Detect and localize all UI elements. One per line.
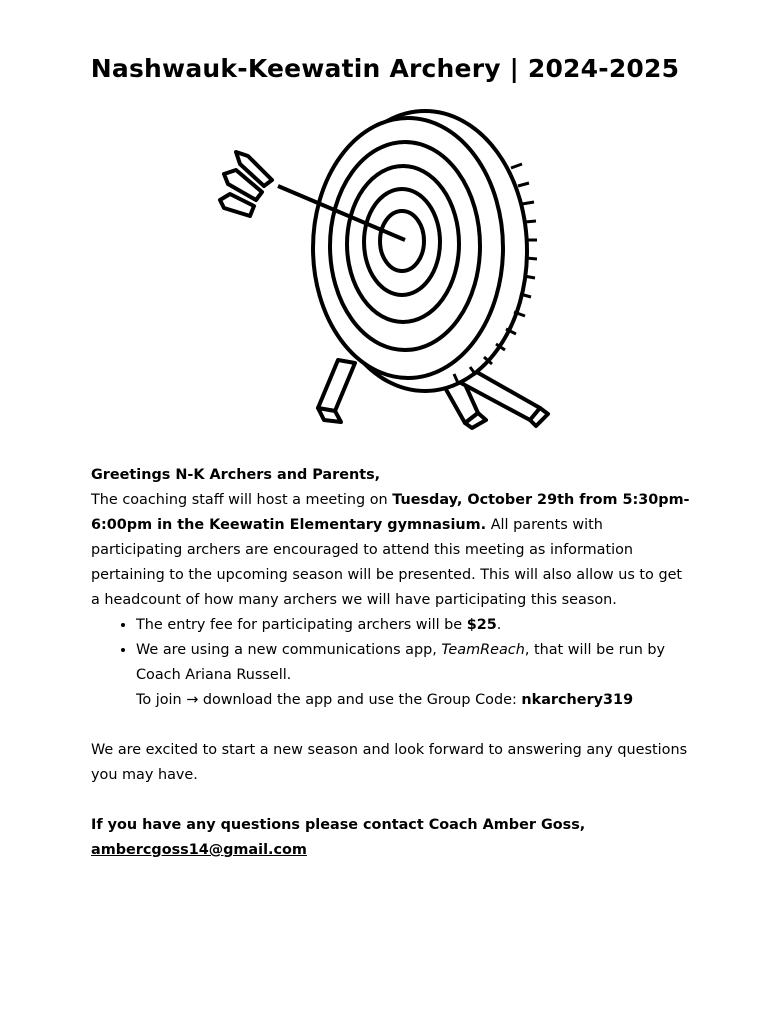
contact-line: If you have any questions please contact Coach Amber Goss, xyxy=(91,817,586,833)
fee-amount: $25 xyxy=(466,617,497,633)
app-text-2: , that will be run by Coach Ariana Russell. xyxy=(136,642,666,683)
greeting: Greetings N-K Archers and Parents, xyxy=(91,467,381,483)
group-code: nkarchery319 xyxy=(521,692,634,708)
meeting-paragraph xyxy=(91,488,691,613)
page-title: Nashwauk-Keewatin Archery | 2024-2025 xyxy=(90,54,680,83)
letter-body xyxy=(91,463,691,863)
join-instructions xyxy=(91,688,691,713)
app-name: TeamReach xyxy=(441,642,525,658)
list-item xyxy=(136,613,691,638)
fee-text: The entry fee for participating archers will be xyxy=(136,617,467,633)
meeting-intro: The coaching staff will host a meeting on xyxy=(91,492,393,508)
info-list xyxy=(91,613,691,688)
meeting-when-where: Tuesday, October 29th from 5:30pm-6:00pm in the Keewatin Elementary gymnasium. xyxy=(91,492,690,533)
contact-email-link[interactable]: ambercgoss14@gmail.com xyxy=(91,842,307,858)
join-text: To join → download the app and use the Group Code: xyxy=(136,692,522,708)
list-item xyxy=(136,638,691,688)
archery-target-icon xyxy=(200,108,570,438)
app-text-1: We are using a new communications app, xyxy=(136,642,442,658)
closing-paragraph: We are excited to start a new season and look forward to answering any questions you may have. xyxy=(91,742,688,783)
meeting-rest: All parents with participating archers are encouraged to attend this meeting as information pertaining to the upcoming season will be presented. This will also allow us to get a headcount of how many archers we will have participating this season. xyxy=(91,517,683,608)
fee-end: . xyxy=(496,617,502,633)
